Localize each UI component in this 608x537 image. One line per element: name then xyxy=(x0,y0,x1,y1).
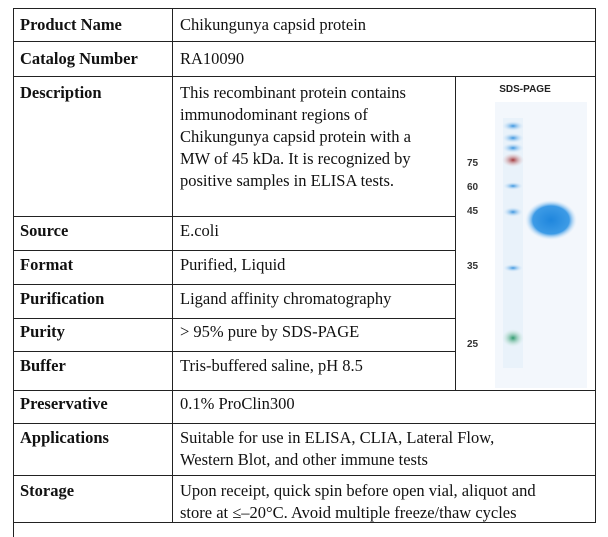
description-line: positive samples in ELISA tests. xyxy=(180,171,395,190)
label-catalog-number: Catalog Number xyxy=(20,49,138,68)
mw-marker-60: 60 xyxy=(467,182,479,193)
ladder-band-45 xyxy=(503,207,523,217)
value-purity: > 95% pure by SDS-PAGE xyxy=(180,322,360,341)
row-divider xyxy=(13,351,455,352)
column-divider xyxy=(172,8,173,522)
value-preservative: 0.1% ProClin300 xyxy=(180,394,295,413)
row-divider xyxy=(13,423,596,424)
row-divider xyxy=(13,41,596,42)
label-source: Source xyxy=(20,221,69,240)
applications-line: Suitable for use in ELISA, CLIA, Lateral Flow, xyxy=(180,428,495,447)
label-format: Format xyxy=(20,255,74,274)
table-border-right xyxy=(595,8,596,522)
description-line: MW of 45 kDa. It is recognized by xyxy=(180,149,411,168)
row-divider xyxy=(13,8,596,9)
value-purification: Ligand affinity chromatography xyxy=(180,289,392,308)
applications-line: Western Blot, and other immune tests xyxy=(180,450,428,469)
value-source: E.coli xyxy=(180,221,219,240)
value-storage xyxy=(180,480,536,524)
mw-marker-45: 45 xyxy=(467,206,479,217)
description-line: Chikungunya capsid protein with a xyxy=(180,127,411,146)
ladder-band-25 xyxy=(502,329,524,347)
mw-marker-75: 75 xyxy=(467,158,479,169)
sds-page-gel-figure xyxy=(455,78,595,390)
ladder-band xyxy=(502,143,524,153)
row-divider xyxy=(13,390,596,391)
product-datasheet-table xyxy=(13,8,596,537)
table-border-left xyxy=(13,8,14,537)
ladder-band-75 xyxy=(502,153,524,167)
value-buffer: Tris-buffered saline, pH 8.5 xyxy=(180,356,363,375)
label-buffer: Buffer xyxy=(20,356,66,375)
label-purity: Purity xyxy=(20,322,65,341)
storage-line: store at ≤–20°C. Avoid multiple freeze/thaw cycles xyxy=(180,503,517,522)
row-divider xyxy=(13,216,455,217)
row-divider xyxy=(13,76,596,77)
row-divider xyxy=(13,250,455,251)
row-divider xyxy=(13,284,455,285)
label-storage: Storage xyxy=(20,481,75,500)
label-applications: Applications xyxy=(20,428,109,447)
label-product-name: Product Name xyxy=(20,15,122,34)
sample-band xyxy=(525,200,577,240)
value-description xyxy=(180,82,411,192)
storage-line: Upon receipt, quick spin before open vial, aliquot and xyxy=(180,481,536,500)
label-purification: Purification xyxy=(20,289,105,308)
value-catalog-number: RA10090 xyxy=(180,49,245,68)
label-preservative: Preservative xyxy=(20,394,108,413)
ladder-band-60 xyxy=(503,182,523,190)
description-line: immunodominant regions of xyxy=(180,105,368,124)
description-line: This recombinant protein contains xyxy=(180,83,406,102)
gel-title: SDS-PAGE xyxy=(499,84,551,95)
ladder-band xyxy=(502,121,524,131)
mw-marker-25: 25 xyxy=(467,339,479,350)
mw-marker-35: 35 xyxy=(467,261,479,272)
row-divider xyxy=(13,475,596,476)
ladder-band-35 xyxy=(503,264,523,272)
value-product-name: Chikungunya capsid protein xyxy=(180,15,367,34)
row-divider xyxy=(13,318,455,319)
label-description: Description xyxy=(20,83,102,102)
ladder-band xyxy=(502,133,524,143)
value-format: Purified, Liquid xyxy=(180,255,286,274)
value-applications xyxy=(180,427,494,471)
